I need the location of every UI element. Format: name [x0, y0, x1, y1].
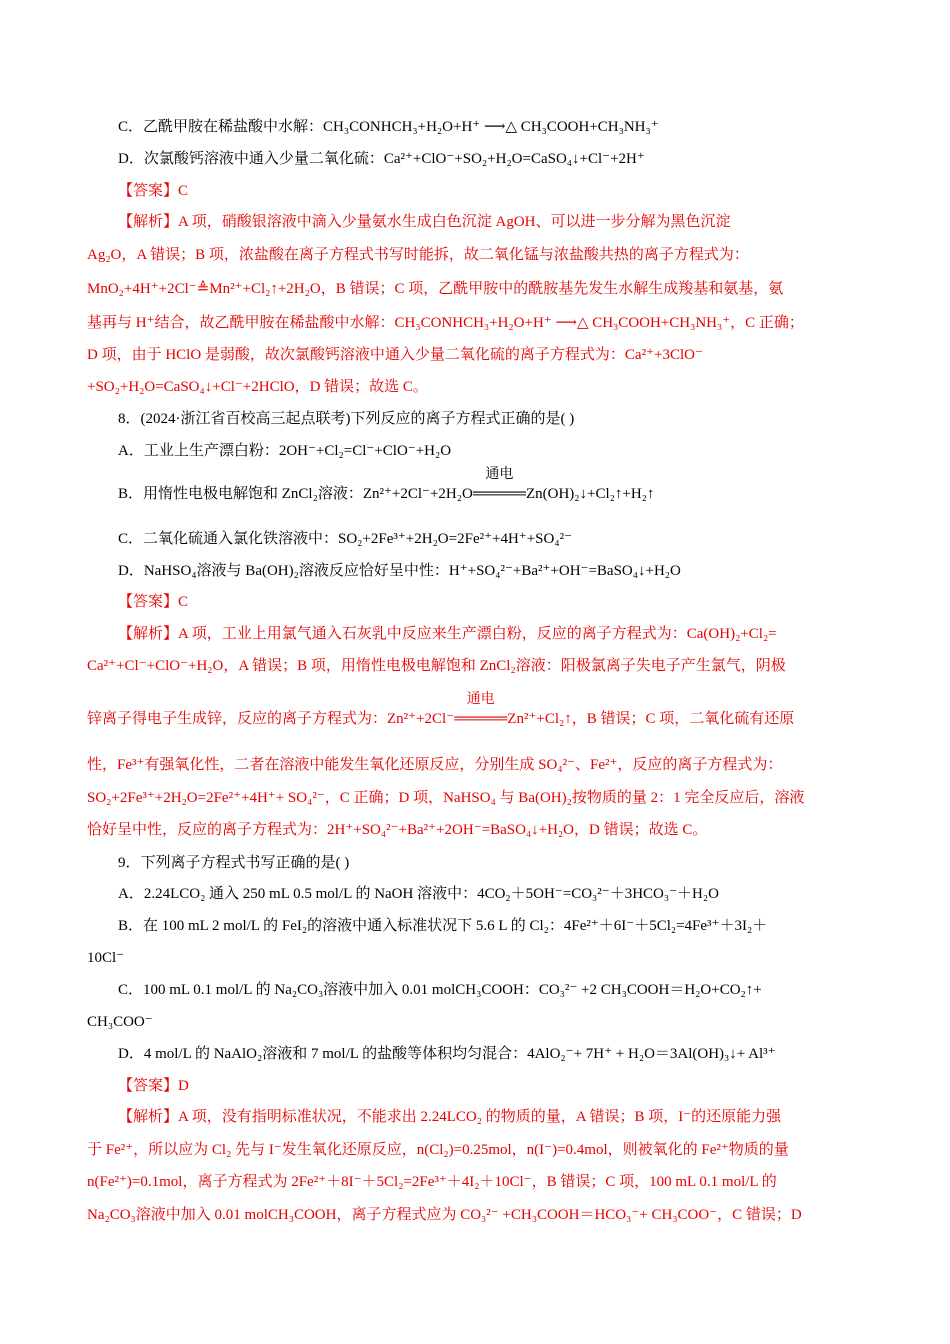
q9-option-b-cont: 10Cl⁻	[87, 950, 125, 966]
q7-option-c: C．乙酰甲胺在稀盐酸中水解：CH₃CONHCH₃+H₂O+H⁺ ⟶△ CH₃COOH+CH₃NH₃⁺	[118, 119, 659, 135]
q8-explanation-line: 性，Fe³⁺有强氧化性，二者在溶液中能发生氧化还原反应，分别生成 SO₄²⁻、Fe²⁺，反应的离子方程式为：	[87, 757, 783, 773]
q9-option-c-cont: CH₃COO⁻	[87, 1014, 153, 1030]
q8-explanation-line: Ca²⁺+Cl⁻+ClO⁻+H₂O，A 错误；B 项，用惰性电极电解饱和 ZnCl₂溶液：阳极氯离子失电子产生氯气，阴极	[87, 658, 786, 674]
electrolysis-arrow	[454, 691, 508, 729]
q9-explanation-line: 【解析】A 项，没有指明标准状况，不能求出 2.24LCO₂ 的物质的量，A 错误；B 项，I⁻的还原能力强	[118, 1109, 782, 1125]
electrolysis-label: 通电	[485, 466, 514, 482]
q8-explanation-line: 恰好呈中性，反应的离子方程式为：2H⁺+SO₄²⁻+Ba²⁺+2OH⁻=BaSO₄↓+H₂O，D 错误；故选 C。	[87, 822, 708, 838]
q9-stem: 9．下列离子方程式书写正确的是( )	[118, 855, 350, 871]
electrolysis-equals: ═════	[454, 711, 508, 727]
q7-answer: 【答案】C	[118, 183, 189, 199]
q8-option-a: A．工业上生产漂白粉：2OH⁻+Cl₂=Cl⁻+ClO⁻+H₂O	[118, 443, 452, 459]
q8-explanation-line: 【解析】A 项，工业上用氯气通入石灰乳中反应来生产漂白粉，反应的离子方程式为：Ca(OH)₂+Cl₂=	[118, 626, 777, 642]
q9-option-a: A．2.24LCO₂ 通入 250 mL 0.5 mol/L 的 NaOH 溶液中：4CO₂＋5OH⁻=CO₃²⁻＋3HCO₃⁻＋H₂O	[118, 886, 719, 902]
q7-explanation-line: D 项，由于 HClO 是弱酸，故次氯酸钙溶液中通入少量二氧化硫的离子方程式为：Ca²⁺+3ClO⁻	[87, 347, 703, 363]
q7-option-d: D．次氯酸钙溶液中通入少量二氧化硫：Ca²⁺+ClO⁻+SO₂+H₂O=CaSO₄↓+Cl⁻+2H⁺	[118, 151, 645, 167]
q8-answer: 【答案】C	[118, 594, 189, 610]
q9-option-b: B．在 100 mL 2 mol/L 的 FeI₂的溶液中通入标准状况下 5.6 L 的 Cl₂：4Fe²⁺＋6I⁻＋5Cl₂=4Fe³⁺＋3I₂＋	[118, 918, 768, 934]
q8-option-d: D．NaHSO₄溶液与 Ba(OH)₂溶液反应恰好呈中性：H⁺+SO₄²⁻+Ba²⁺+OH⁻=BaSO₄↓+H₂O	[118, 563, 681, 579]
electrolysis-arrow	[472, 466, 526, 504]
q7-explanation-line: 【解析】A 项，硝酸银溶液中滴入少量氨水生成白色沉淀 AgOH、可以进一步分解为黑色沉淀	[118, 214, 731, 230]
q7-explanation-line: Ag₂O，A 错误；B 项，浓盐酸在离子方程式书写时能拆，故二氧化锰与浓盐酸共热的离子方程式为：	[87, 247, 749, 263]
q9-explanation-line: 于 Fe²⁺，所以应为 Cl₂ 先与 I⁻发生氧化还原反应，n(Cl₂)=0.25mol，n(I⁻)=0.4mol，则被氧化的 Fe²⁺物质的量	[87, 1142, 789, 1158]
q8-stem: 8．(2024·浙江省百校高三起点联考)下列反应的离子方程式正确的是( )	[118, 411, 575, 427]
q7-explanation-line: +SO₂+H₂O=CaSO₄↓+Cl⁻+2HClO，D 错误；故选 C。	[87, 379, 428, 395]
q9-option-c: C．100 mL 0.1 mol/L 的 Na₂CO₃溶液中加入 0.01 molCH₃COOH：CO₃²⁻ +2 CH₃COOH＝H₂O+CO₂↑+	[118, 982, 762, 998]
q8-option-b	[118, 466, 655, 504]
q8-exp-reactants: 锌离子得电子生成锌，反应的离子方程式为：Zn²⁺+2Cl⁻	[87, 711, 455, 727]
electrolysis-label: 通电	[466, 691, 495, 707]
q8-option-b-reactants: B．用惰性电极电解饱和 ZnCl₂溶液：Zn²⁺+2Cl⁻+2H₂O	[118, 486, 473, 502]
electrolysis-equals: ═════	[472, 486, 526, 502]
q9-answer: 【答案】D	[118, 1078, 189, 1094]
q8-option-c: C．二氧化硫通入氯化铁溶液中：SO₂+2Fe³⁺+2H₂O=2Fe²⁺+4H⁺+SO₄²⁻	[118, 531, 573, 547]
q9-option-d: D．4 mol/L 的 NaAlO₂溶液和 7 mol/L 的盐酸等体积均匀混合：4AlO₂⁻+ 7H⁺ + H₂O＝3Al(OH)₃↓+ Al³⁺	[118, 1046, 776, 1062]
q8-exp-products: Zn²⁺+Cl₂↑，B 错误；C 项，二氧化硫有还原	[507, 711, 795, 727]
q8-explanation-line	[87, 691, 795, 729]
q7-explanation-line: MnO₂+4H⁺+2Cl⁻≜Mn²⁺+Cl₂↑+2H₂O，B 错误；C 项，乙酰甲胺中的酰胺基先发生水解生成羧基和氨基，氨	[87, 281, 784, 297]
q7-explanation-line: 基再与 H⁺结合，故乙酰甲胺在稀盐酸中水解：CH₃CONHCH₃+H₂O+H⁺ ⟶△ CH₃COOH+CH₃NH₃⁺，C 正确；	[87, 315, 804, 331]
q8-option-b-products: Zn(OH)₂↓+Cl₂↑+H₂↑	[525, 486, 655, 502]
q9-explanation-line: n(Fe²⁺)=0.1mol，离子方程式为 2Fe²⁺＋8I⁻＋5Cl₂=2Fe³⁺＋4I₂＋10Cl⁻，B 错误；C 项，100 mL 0.1 mol/L 的	[87, 1174, 777, 1190]
q8-explanation-line: SO₂+2Fe³⁺+2H₂O=2Fe²⁺+4H⁺+ SO₄²⁻，C 正确；D 项，NaHSO₄ 与 Ba(OH)₂按物质的量 2：1 完全反应后，溶液	[87, 790, 805, 806]
q9-explanation-line: Na₂CO₃溶液中加入 0.01 molCH₃COOH，离子方程式应为 CO₃²⁻ +CH₃COOH＝HCO₃⁻+ CH₃COO⁻，C 错误；D	[87, 1207, 802, 1223]
